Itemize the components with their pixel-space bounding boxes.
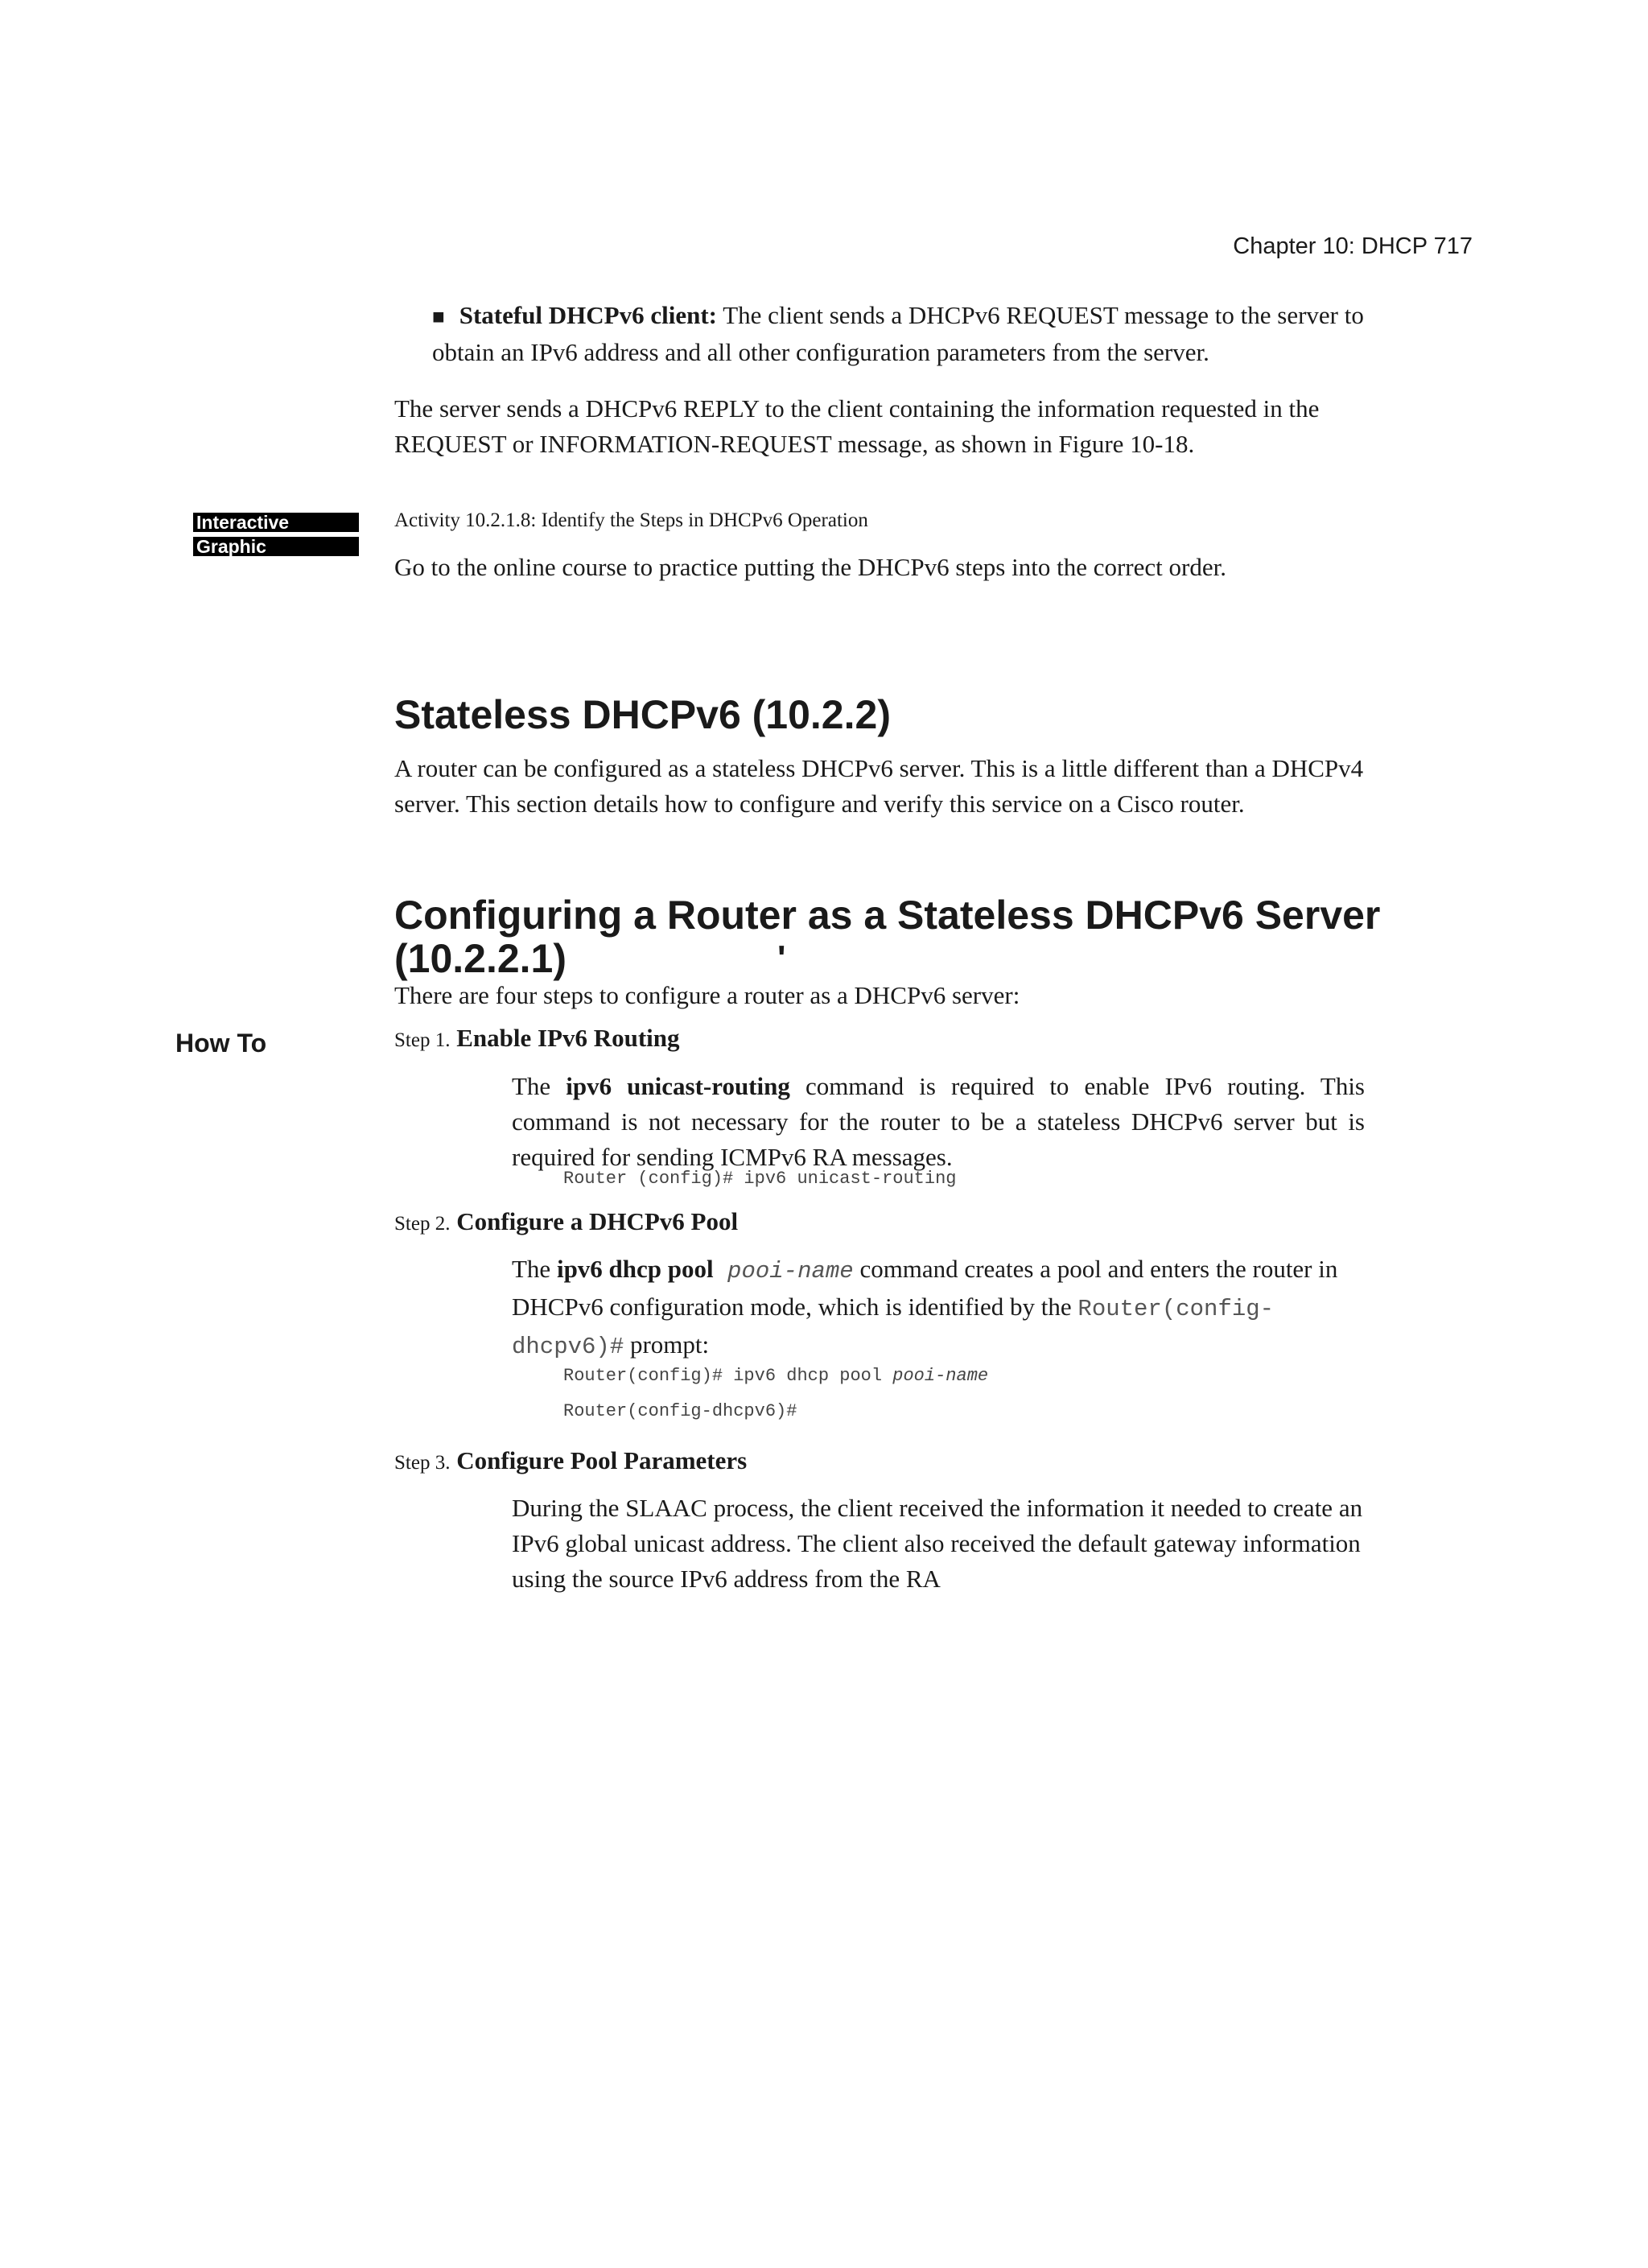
step-2-text-middle: command creates a pool and enters the router in DHCPv6 configuration mode, which is identified by the: [512, 1255, 1338, 1321]
code-argument: pooi-name: [892, 1366, 989, 1386]
step-2-text: [512, 1252, 1365, 1365]
code-line: [563, 1366, 988, 1386]
running-head: Chapter 10: DHCP 717: [1233, 233, 1473, 259]
step-number: Step 3.: [394, 1452, 451, 1474]
code-prefix: Router(config)# ipv6 dhcp pool: [563, 1366, 893, 1386]
step-2-prompt: Router(config-dhcpv6)#: [512, 1296, 1275, 1360]
subsection-heading: Configuring a Router as a Stateless DHCPv6 Server (10.2.2.1): [394, 893, 1381, 981]
step-title: Configure Pool Parameters: [456, 1446, 748, 1474]
step-1-text-rest: command is required to enable IPv6 routing. This command is not necessary for the router to be a stateless DHCPv6 server but is required for sending ICMPv6 RA messages.: [512, 1072, 1365, 1171]
subsection-intro: There are four steps to configure a router as a DHCPv6 server:: [394, 981, 1020, 1009]
step-1-text: [512, 1069, 1365, 1175]
stray-tick-mark: ': [777, 938, 786, 978]
step-number: Step 1.: [394, 1029, 451, 1051]
interactive-graphic-tag-line-1: Interactive: [193, 513, 359, 532]
step-3-heading: [394, 1446, 747, 1475]
step-2-text-rest: prompt:: [624, 1330, 710, 1359]
section-heading: Stateless DHCPv6 (10.2.2): [394, 692, 891, 737]
step-1-command: ipv6 unicast-routing: [566, 1072, 790, 1100]
bullet-square-icon: ■: [432, 305, 445, 328]
bullet-item-stateful-client: [432, 298, 1382, 370]
step-2-heading: [394, 1207, 738, 1236]
step-3-text: During the SLAAC process, the client received the information it needed to create an IPv6 global unicast address. The client also received the default gateway information using the source IPv6 address from the RA: [512, 1494, 1363, 1593]
how-to-label: How To: [175, 1029, 267, 1058]
paragraph-server-reply: The server sends a DHCPv6 REPLY to the client containing the information requested in the REQUEST or INFORMATION-REQUEST message, as shown in Figure 10-18.: [394, 394, 1320, 458]
code-line: Router(config-dhcpv6)#: [563, 1401, 797, 1421]
step-2-command: ipv6 dhcp pool: [556, 1255, 714, 1283]
interactive-graphic-tag-line-2: Graphic: [193, 537, 359, 556]
step-1-text-lead: The: [512, 1072, 566, 1100]
step-2-text-lead: The: [512, 1255, 557, 1283]
step-2-argument: pooi-name: [713, 1258, 854, 1285]
activity-text: Go to the online course to practice putting the DHCPv6 steps into the correct order.: [394, 553, 1226, 581]
bullet-text: The client sends a DHCPv6 REQUEST message to the server to obtain an IPv6 address and all other configuration parameters from the server.: [432, 301, 1364, 366]
bullet-term: Stateful DHCPv6 client:: [459, 301, 717, 329]
step-number: Step 2.: [394, 1213, 451, 1235]
step-title: Enable IPv6 Routing: [456, 1024, 680, 1052]
section-paragraph: A router can be configured as a stateless DHCPv6 server. This is a little different than a DHCPv4 server. This section details how to configure and verify this service on a Cisco router.: [394, 754, 1364, 818]
step-1-heading: [394, 1024, 680, 1053]
code-line: Router (config)# ipv6 unicast-routing: [563, 1169, 957, 1189]
activity-title: Activity 10.2.1.8: Identify the Steps in DHCPv6 Operation: [394, 509, 868, 531]
step-title: Configure a DHCPv6 Pool: [456, 1207, 739, 1235]
